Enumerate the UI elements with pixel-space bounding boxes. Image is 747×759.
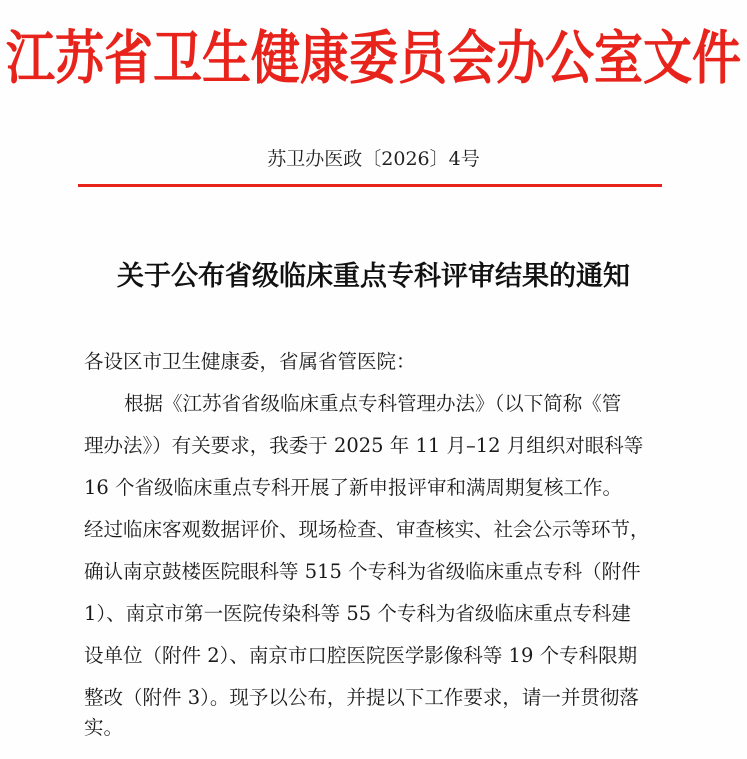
body-line: 16 个省级临床重点专科开展了新申报评审和满周期复核工作。 xyxy=(84,476,623,499)
body-line: 1）、南京市第一医院传染科等 55 个专科为省级临床重点专科建 xyxy=(84,602,631,625)
body-line: 经过临床客观数据评价、现场检查、审查核实、社会公示等环节， xyxy=(84,518,650,541)
red-divider-line xyxy=(78,184,662,187)
body-line: 整改（附件 3）。现予以公布，并提以下工作要求，请一并贯彻落 xyxy=(84,686,639,709)
document-title: 关于公布省级临床重点专科评审结果的通知 xyxy=(117,261,630,292)
body-line: 实。 xyxy=(84,716,124,739)
salutation: 各设区市卫生健康委，省属省管医院： xyxy=(84,350,416,373)
document-number: 苏卫办医政〔2026〕4号 xyxy=(267,148,480,170)
body-line: 理办法》）有关要求，我委于 2025 年 11 月–12 月组织对眼科等 xyxy=(84,434,644,457)
issuer-masthead: 江苏省卫生健康委员会办公室文件 xyxy=(5,24,741,93)
body-line: 根据《江苏省省级临床重点专科管理办法》（以下简称《管 xyxy=(124,392,622,415)
body-line: 设单位（附件 2）、南京市口腔医院医学影像科等 19 个专科限期 xyxy=(84,644,638,667)
body-line: 确认南京鼓楼医院眼科等 515 个专科为省级临床重点专科（附件 xyxy=(84,560,641,583)
